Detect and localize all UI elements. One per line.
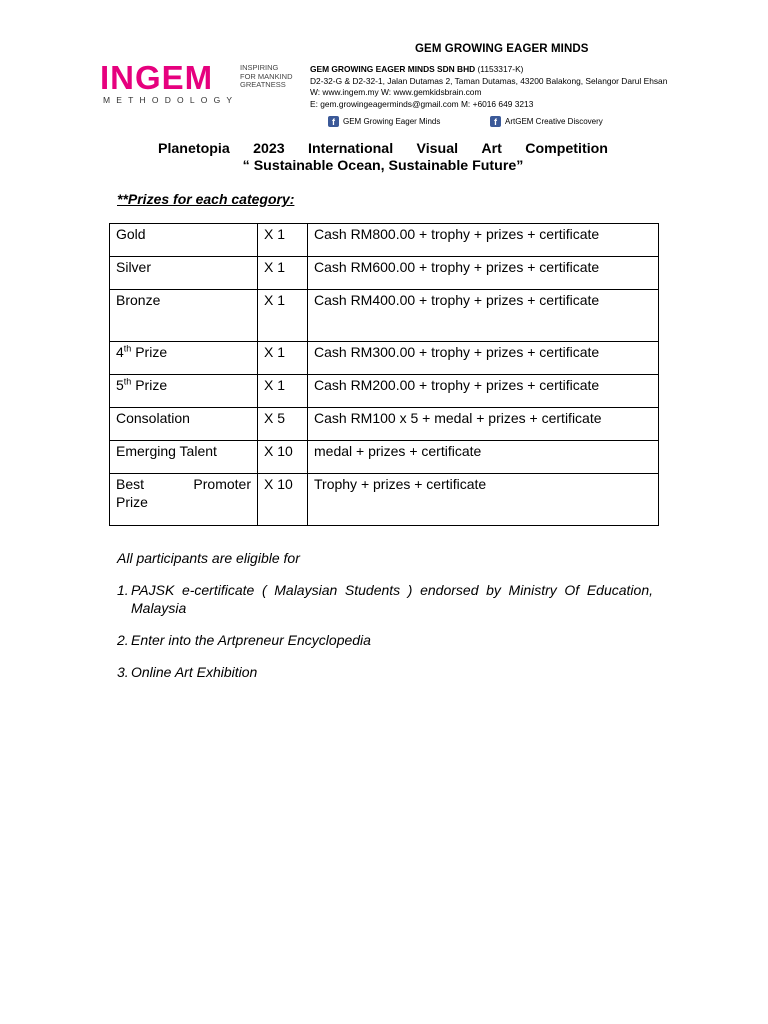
company-info xyxy=(310,64,667,110)
prize-category xyxy=(110,342,258,375)
prize-row xyxy=(110,474,659,526)
company-web: W: www.ingem.my W: www.gemkidsbrain.com xyxy=(310,87,482,98)
prize-reward: Cash RM300.00 + trophy + prizes + certificate xyxy=(308,342,659,375)
tagline-line: INSPIRING xyxy=(240,63,279,72)
category-text: 5 xyxy=(116,377,124,393)
prize-quantity: X 10 xyxy=(258,441,308,474)
eligibility-item xyxy=(117,631,653,649)
company-registration: (1153317-K) xyxy=(475,64,524,74)
item-text: PAJSK e-certificate ( Malaysian Students ) endorsed by Ministry Of Education, Malaysia xyxy=(131,582,653,616)
prize-row xyxy=(110,441,659,474)
prize-reward: Cash RM100 x 5 + medal + prizes + certificate xyxy=(308,408,659,441)
prizes-table xyxy=(109,223,659,526)
prize-row xyxy=(110,224,659,257)
prize-category xyxy=(110,474,258,526)
social-label: ArtGEM Creative Discovery xyxy=(505,117,603,126)
letterhead-title: GEM GROWING EAGER MINDS xyxy=(415,43,589,55)
heading-word: Planetopia xyxy=(158,141,230,157)
category-text: Silver xyxy=(116,259,152,275)
eligibility-item xyxy=(117,581,653,617)
prize-row xyxy=(110,290,659,342)
prize-category xyxy=(110,257,258,290)
prize-reward: Cash RM200.00 + trophy + prizes + certificate xyxy=(308,375,659,408)
prize-quantity: X 1 xyxy=(258,290,308,342)
prize-category xyxy=(110,224,258,257)
prize-row xyxy=(110,375,659,408)
prize-reward: Trophy + prizes + certificate xyxy=(308,474,659,526)
eligibility-item xyxy=(117,663,653,681)
prize-category xyxy=(110,441,258,474)
prize-quantity: X 5 xyxy=(258,408,308,441)
social-link-artgem[interactable] xyxy=(490,116,603,127)
prize-category xyxy=(110,408,258,441)
category-word: Promoter xyxy=(193,476,251,492)
prize-row xyxy=(110,408,659,441)
prize-quantity: X 10 xyxy=(258,474,308,526)
category-ordinal-suffix: th xyxy=(123,376,132,387)
category-text: Consolation xyxy=(116,410,190,426)
prize-reward: medal + prizes + certificate xyxy=(308,441,659,474)
logo-tagline xyxy=(240,64,300,90)
item-number: 1. xyxy=(117,582,129,598)
category-ordinal-suffix: th xyxy=(123,343,132,354)
category-word: Prize xyxy=(116,494,148,510)
prize-row xyxy=(110,342,659,375)
prizes-section-title: **Prizes for each category: xyxy=(117,191,295,207)
prize-quantity: X 1 xyxy=(258,342,308,375)
prize-reward: Cash RM600.00 + trophy + prizes + certificate xyxy=(308,257,659,290)
category-text-rest: Prize xyxy=(131,377,168,393)
facebook-icon: f xyxy=(328,116,339,127)
heading-word: 2023 xyxy=(253,141,285,157)
company-name-line xyxy=(310,64,667,76)
category-text: Emerging Talent xyxy=(116,443,217,459)
prize-reward: Cash RM400.00 + trophy + prizes + certificate xyxy=(308,290,659,342)
heading-word: Art xyxy=(481,141,502,157)
prize-quantity: X 1 xyxy=(258,375,308,408)
heading-word: Competition xyxy=(525,141,608,157)
category-text: Bronze xyxy=(116,292,161,308)
prize-quantity: X 1 xyxy=(258,257,308,290)
heading-line-1 xyxy=(158,141,608,158)
logo-wordmark: INGEM xyxy=(100,59,214,96)
category-text: Gold xyxy=(116,226,146,242)
prize-category xyxy=(110,375,258,408)
tagline-line: FOR MANKIND xyxy=(240,71,293,81)
facebook-icon: f xyxy=(490,116,501,127)
prize-reward: Cash RM800.00 + trophy + prizes + certificate xyxy=(308,224,659,257)
logo-subtitle: METHODOLOGY xyxy=(103,95,239,105)
prize-category xyxy=(110,290,258,342)
social-link-gem[interactable] xyxy=(328,116,440,127)
company-address: D2-32-G & D2-32-1, Jalan Dutamas 2, Taman Dutamas, 43200 Balakong, Selangor Darul Ehsan xyxy=(310,75,668,86)
company-name: GEM GROWING EAGER MINDS SDN BHD xyxy=(310,64,476,74)
heading-word: International xyxy=(308,141,394,157)
item-number: 2. xyxy=(117,632,129,648)
item-text: Enter into the Artpreneur Encyclopedia xyxy=(131,632,371,648)
prize-quantity: X 1 xyxy=(258,224,308,257)
category-line xyxy=(116,475,251,493)
company-contact: E: gem.growingeagerminds@gmail.com M: +6016 649 3213 xyxy=(310,98,534,109)
social-label: GEM Growing Eager Minds xyxy=(343,117,441,126)
heading-word: Visual xyxy=(416,141,459,157)
eligibility-section xyxy=(117,549,653,695)
eligibility-intro: All participants are eligible for xyxy=(117,550,300,566)
competition-heading xyxy=(158,141,608,175)
heading-line-2: “ Sustainable Ocean, Sustainable Future” xyxy=(242,158,524,174)
category-text-rest: Prize xyxy=(131,344,168,360)
item-text: Online Art Exhibition xyxy=(131,664,258,680)
prize-row xyxy=(110,257,659,290)
category-text: 4 xyxy=(116,344,124,360)
tagline-line: GREATNESS xyxy=(240,80,286,89)
item-number: 3. xyxy=(117,664,129,680)
category-word: Best xyxy=(116,476,145,492)
